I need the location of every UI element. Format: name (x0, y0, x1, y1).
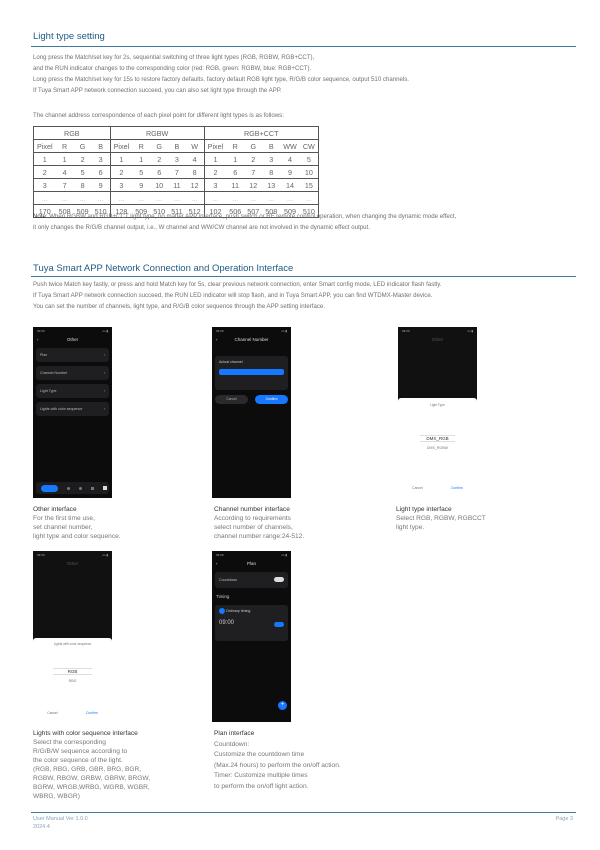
caption-line: (RGB, RBG, GRB, GBR, BRG, BGR, (33, 766, 142, 773)
bottom-nav (36, 482, 109, 494)
table-cell: 510 (92, 205, 111, 218)
table-cell: ... (110, 192, 132, 205)
manual-date: 2024.4 (33, 824, 50, 830)
table-cell: 8 (186, 166, 205, 179)
caption-line: Customize the countdown time (214, 751, 305, 758)
table-cell: WW (280, 140, 300, 153)
channel-label: Actual channel (219, 360, 243, 364)
add-icon: + (278, 701, 287, 710)
menu-item: Lights with color sequence (40, 407, 83, 411)
paragraph-line: and the RUN indicator changes to the corresponding color (red: RGB, green: RGBW, blue: RGB+CCT). (33, 65, 312, 72)
caption-line: WBRG, WBGR) (33, 793, 80, 800)
screenshot-color-sequence-interface: 09:00 ▪▪▪ ▮ Other Lights with color sequence RGB RBG Cancel Confirm (33, 551, 112, 722)
caption-line: Select the corresponding (33, 739, 106, 746)
caption-color-sequence (33, 729, 150, 801)
divider (31, 46, 576, 47)
screenshot-other-interface: 09:00 ▪▪▪ ▮ ‹ Other Plan › Channel Number › Light Type › Lights with color sequence › (33, 327, 112, 498)
caption-title: Light type interface (396, 506, 452, 513)
screenshot-light-type-interface: 09:00 ▪▪▪ ▮ Other Light Type DMX_RGB DMX_RGBW Cancel Confirm (398, 327, 477, 498)
grid-icon (103, 486, 107, 490)
table-cell: ... (74, 192, 92, 205)
nav-icon (67, 487, 70, 490)
caption-line: For the first time use, (33, 515, 95, 522)
cancel-button: Cancel (215, 395, 248, 404)
caption-line: select number of channels, (214, 524, 293, 531)
table-cell: 5 (74, 166, 92, 179)
caption-line: light type. (396, 524, 425, 531)
table-cell: 2 (34, 166, 56, 179)
table-cell: 509 (132, 205, 150, 218)
table-cell: R (132, 140, 150, 153)
screen-title: Other (66, 337, 79, 342)
table-row (34, 166, 319, 179)
footer-left (33, 815, 88, 831)
caption-line: channel number range:24-512. (214, 533, 305, 540)
table-cell: ... (132, 192, 150, 205)
option-selected: DMX_RGB (420, 435, 455, 442)
screenshot-plan-interface: 09:00 ▪▪▪ ▮ ‹ Plan Countdown Timing Ordinary timing 09:00 + (212, 551, 291, 722)
footer-divider (31, 812, 576, 813)
caption-light-type (396, 505, 486, 532)
table-cell: B (168, 140, 185, 153)
table-cell: 1 (132, 153, 150, 166)
table-cell: Pixel (204, 140, 226, 153)
table-cell: 10 (150, 179, 168, 192)
table-cell: 1 (204, 153, 226, 166)
caption-title: Plan interface (214, 730, 255, 737)
table-cell: ... (204, 192, 226, 205)
note-text: : When RGBW and RGB+CCT light type, no matter APP interface, push switch or RF remote control operation, when changing the dynamic mode effect, (45, 213, 457, 220)
table-cell: 6 (226, 166, 244, 179)
table-cell: 1 (34, 153, 56, 166)
note-label: Note (33, 213, 46, 220)
table-cell: ... (186, 192, 205, 205)
cancel-button: Cancel (412, 486, 423, 490)
table-cell: 11 (168, 179, 185, 192)
table-cell: Pixel (110, 140, 132, 153)
table-cell: W (186, 140, 205, 153)
channel-address-table (33, 126, 319, 218)
paragraph-line: If Tuya Smart APP network connection succeed, the RUN LED indicator will stop flash, and in Tuya Smart APP, you can find WTDMX-Master device. (33, 292, 433, 299)
caption-line: (Max.24 hours) to perform the on/off action. (214, 761, 341, 769)
caption-title: Other interface (33, 506, 77, 513)
table-cell: 10 (300, 166, 319, 179)
caption-line: BGRW, WRGB,WRBG, WGRB, WGBR, (33, 784, 150, 791)
table-cell: 509 (280, 205, 300, 218)
screen-title: Plan (246, 561, 256, 566)
table-cell: B (92, 140, 111, 153)
timing-heading: Timing (216, 594, 230, 599)
table-cell: 12 (244, 179, 262, 192)
table-cell: 5 (300, 153, 319, 166)
channel-slider (219, 369, 284, 375)
table-cell: ... (92, 192, 111, 205)
table-cell: ... (34, 192, 56, 205)
table-row (34, 192, 319, 205)
timer-toggle (274, 622, 284, 627)
table-cell: 509 (74, 205, 92, 218)
table-cell: 8 (262, 166, 280, 179)
table-group-header: RGB (34, 127, 111, 140)
table-cell: G (74, 140, 92, 153)
table-cell: 2 (74, 153, 92, 166)
caption-line: set channel number, (33, 524, 93, 531)
page-number: Page 3 (555, 816, 573, 822)
timer-time: 09:00 (219, 620, 235, 626)
table-cell: ... (150, 192, 168, 205)
table-cell: ... (226, 192, 244, 205)
table-cell: 2 (150, 153, 168, 166)
power-icon (41, 485, 58, 492)
caption-line: Countdown: (214, 740, 250, 748)
table-cell: ... (262, 192, 280, 205)
table-row (34, 153, 319, 166)
caption-line: light type and color sequence. (33, 533, 121, 540)
paragraph-line: You can set the number of channels, light type, and R/G/B color sequence through the APP setting interface. (33, 303, 326, 310)
divider (31, 276, 576, 277)
table-cell: ... (244, 192, 262, 205)
table-cell: 7 (168, 166, 185, 179)
table-intro: The channel address correspondence of each pixel point for different light types is as follows: (33, 112, 284, 119)
table-cell: 512 (186, 205, 205, 218)
table-cell: 9 (132, 179, 150, 192)
caption-line: RGBW, RBGW, GRBW, GBRW, BRGW, (33, 775, 151, 782)
table-cell: B (262, 140, 280, 153)
table-cell: 3 (168, 153, 185, 166)
table-cell: Pixel (34, 140, 56, 153)
table-row (34, 179, 319, 192)
table-cell: 6 (150, 166, 168, 179)
caption-other (33, 505, 121, 541)
table-cell: 3 (262, 153, 280, 166)
table-cell: 508 (262, 205, 280, 218)
table-cell: 14 (280, 179, 300, 192)
table-cell: 128 (110, 205, 132, 218)
table-cell: 11 (226, 179, 244, 192)
table-cell: ... (300, 192, 319, 205)
caption-title: Channel number interface (214, 506, 290, 513)
section-title-tuya: Tuya Smart APP Network Connection and Operation Interface (33, 263, 294, 274)
table-cell: 4 (186, 153, 205, 166)
table-cell: 5 (132, 166, 150, 179)
table-cell: 9 (92, 179, 111, 192)
table-cell: 511 (168, 205, 185, 218)
manual-version: User Manual Ver 1.0.0 (33, 816, 88, 822)
countdown-label: Countdown (219, 578, 238, 582)
table-cell: 8 (74, 179, 92, 192)
paragraph-line: Long press the Match/set key for 2s, sequential switching of three light types (RGB, RGBW, RGB+CCT), (33, 54, 315, 61)
screen-title: Channel Number (234, 337, 269, 342)
countdown-toggle (274, 577, 284, 582)
menu-item: Light Type (40, 389, 57, 393)
table-cell: 1 (110, 153, 132, 166)
table-cell: R (226, 140, 244, 153)
table-cell: 2 (244, 153, 262, 166)
table-cell: 1 (226, 153, 244, 166)
table-group-header: RGB+CCT (204, 127, 318, 140)
option: DMX_RGBW (426, 446, 449, 450)
table-cell: ... (168, 192, 185, 205)
table-cell: G (150, 140, 168, 153)
caption-plan (214, 729, 341, 792)
screen-title: Other (431, 337, 444, 342)
table-cell: 7 (244, 166, 262, 179)
table-cell: 2 (110, 166, 132, 179)
confirm-button: Confirm (85, 711, 98, 715)
table-cell: 510 (150, 205, 168, 218)
table-cell: ... (56, 192, 74, 205)
light-type-description (33, 52, 409, 96)
table-cell: 506 (226, 205, 244, 218)
table-cell: 6 (92, 166, 111, 179)
caption-title: Lights with color sequence interface (33, 730, 138, 737)
table-cell: 3 (92, 153, 111, 166)
table-cell: 2 (204, 166, 226, 179)
table-cell: 170 (34, 205, 56, 218)
paragraph-line: Push twice Match key fastly, or press and hold Match key for 5s, clear previous network connection, enter Smart config mode, LED indicator flash fastly. (33, 281, 442, 288)
caption-line: Timer: Customize multiple times (214, 772, 308, 779)
caption-line: to perform the on/off light action. (214, 782, 309, 790)
option-selected: RGB (53, 668, 92, 675)
note (33, 211, 456, 233)
table-cell: G (244, 140, 262, 153)
table-cell: 102 (204, 205, 226, 218)
table-cell: 3 (204, 179, 226, 192)
caption-line: the color sequence of the light. (33, 757, 123, 764)
cancel-button: Cancel (47, 711, 58, 715)
nav-icon (79, 487, 82, 490)
screenshot-channel-number-interface: 09:00 ▪▪▪ ▮ ‹ Channel Number Actual channel Cancel Confirm (212, 327, 291, 498)
screen-title: Other (66, 561, 79, 566)
caption-line: According to requirements (214, 515, 291, 522)
menu-item: Plan (40, 353, 48, 357)
table-cell: 4 (56, 166, 74, 179)
paragraph-line: Long press the Match/set key for 15s to restore factory defaults. factory default RGB light type, R/G/B color sequence, output 510 channels. (33, 76, 409, 83)
table-cell: ... (280, 192, 300, 205)
paragraph-line: If Tuya Smart APP network connection succeed, you can also set light type through the APP. (33, 87, 282, 94)
note-text: it only changes the R/G/B channel output, i.e., W channel and WW/CW channel are not involved in the dynamic effect output. (33, 224, 370, 231)
table-cell: 7 (56, 179, 74, 192)
table-cell: CW (300, 140, 319, 153)
sheet-title: Lights with color sequence (53, 642, 92, 646)
table-cell: 508 (56, 205, 74, 218)
ordinary-timing: Ordinary timing (226, 608, 251, 613)
option: RBG (68, 679, 77, 683)
table-cell: 3 (110, 179, 132, 192)
table-group-header: RGBW (110, 127, 204, 140)
confirm-button: Confirm (450, 486, 463, 490)
table-cell: 507 (244, 205, 262, 218)
tuya-description (33, 279, 442, 312)
sheet-title: Light Type (430, 403, 445, 407)
table-cell: R (56, 140, 74, 153)
music-icon (91, 487, 94, 490)
table-cell: 1 (56, 153, 74, 166)
table-cell: 15 (300, 179, 319, 192)
table-header-row (34, 140, 319, 153)
caption-channel (214, 505, 304, 541)
table-cell: 4 (280, 153, 300, 166)
menu-item: Channel Number (40, 371, 68, 375)
table-cell: 9 (280, 166, 300, 179)
section-title-light-type: Light type setting (33, 31, 105, 42)
table-cell: 510 (300, 205, 319, 218)
confirm-button: Confirm (255, 395, 288, 404)
table-cell: 12 (186, 179, 205, 192)
caption-line: Select RGB, RGBW, RGBCCT (396, 515, 486, 522)
table-cell: 13 (262, 179, 280, 192)
table-cell: 3 (34, 179, 56, 192)
caption-line: R/G/B/W sequence according to (33, 748, 128, 755)
